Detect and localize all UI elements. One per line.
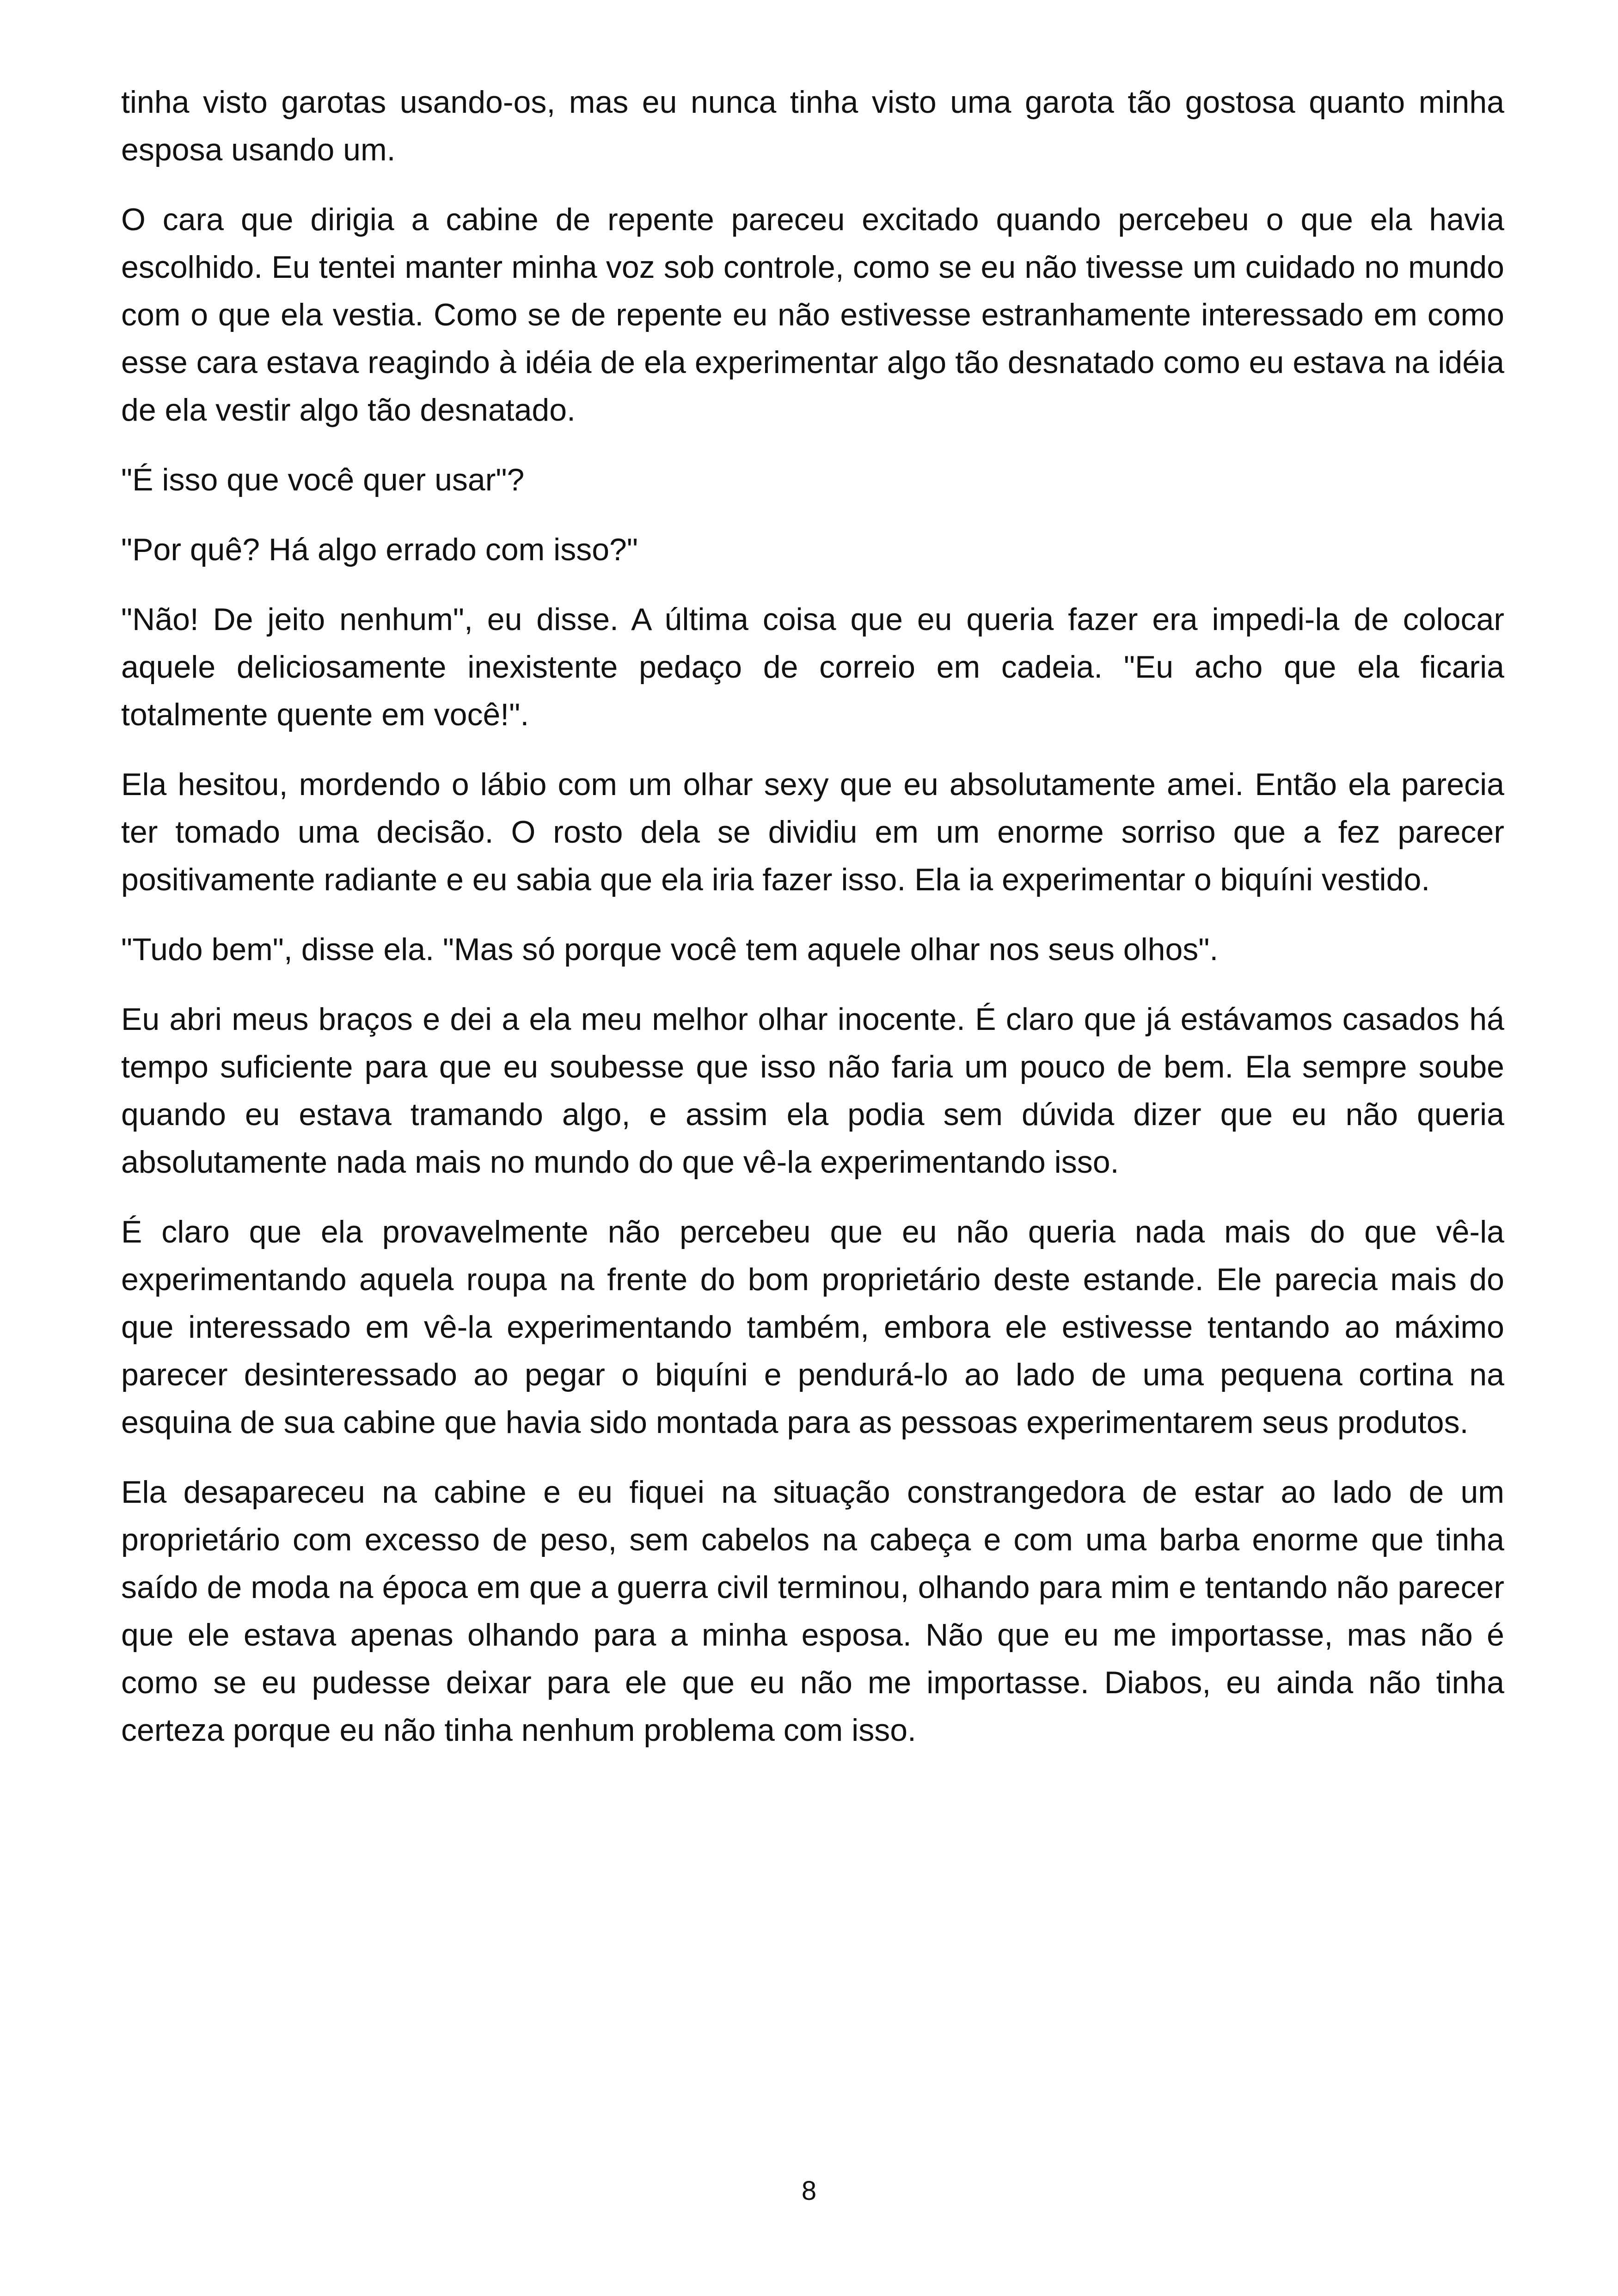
paragraph-5: "Não! De jeito nenhum", eu disse. A última coisa que eu queria fazer era impedi-la de colocar aquele deliciosamente inexistente pedaço de correio em cadeia. "Eu acho que ela ficaria totalmente quente em você!". — [121, 602, 1504, 732]
paragraph-7: "Tudo bem", disse ela. "Mas só porque você tem aquele olhar nos seus olhos". — [121, 932, 1219, 967]
paragraph-6: Ela hesitou, mordendo o lábio com um olhar sexy que eu absolutamente amei. Então ela parecia ter tomado uma decisão. O rosto dela se dividiu em um enorme sorriso que a fez parecer positivamente radiante e eu sabia que ela iria fazer isso. Ela ia experimentar o biquíni vestido. — [121, 767, 1504, 897]
paragraph-9: É claro que ela provavelmente não percebeu que eu não queria nada mais do que vê-la experimentando aquela roupa na frente do bom proprietário deste estande. Ele parecia mais do que interessado em vê-la experimentando também, embora ele estivesse tentando ao máximo parecer desinteressado ao pegar o biquíni e pendurá-lo ao lado de uma pequena cortina na esquina de sua cabine que havia sido montada para as pessoas experimentarem seus produtos. — [121, 1214, 1504, 1440]
paragraph-3: "É isso que você quer usar"? — [121, 462, 525, 497]
page-number: 8 — [801, 2176, 817, 2206]
document-body — [121, 79, 1504, 1776]
paragraph-8: Eu abri meus braços e dei a ela meu melhor olhar inocente. É claro que já estávamos casados há tempo suficiente para que eu soubesse que isso não faria um pouco de bem. Ela sempre soube quando eu estava tramando algo, e assim ela podia sem dúvida dizer que eu não queria absolutamente nada mais no mundo do que vê-la experimentando isso. — [121, 1002, 1504, 1180]
paragraph-4: "Por quê? Há algo errado com isso?" — [121, 532, 638, 567]
paragraph-1: tinha visto garotas usando-os, mas eu nunca tinha visto uma garota tão gostosa quanto minha esposa usando um. — [121, 85, 1504, 167]
paragraph-2: O cara que dirigia a cabine de repente pareceu excitado quando percebeu o que ela havia escolhido. Eu tentei manter minha voz sob controle, como se eu não tivesse um cuidado no mundo com o que ela vestia. Como se de repente eu não estivesse estranhamente interessado em como esse cara estava reagindo à idéia de ela experimentar algo tão desnatado como eu estava na idéia de ela vestir algo tão desnatado. — [121, 202, 1504, 428]
paragraph-10: Ela desapareceu na cabine e eu fiquei na situação constrangedora de estar ao lado de um proprietário com excesso de peso, sem cabelos na cabeça e com uma barba enorme que tinha saído de moda na época em que a guerra civil terminou, olhando para mim e tentando não parecer que ele estava apenas olhando para a minha esposa. Não que eu me importasse, mas não é como se eu pudesse deixar para ele que eu não me importasse. Diabos, eu ainda não tinha certeza porque eu não tinha nenhum problema com isso. — [121, 1475, 1504, 1748]
